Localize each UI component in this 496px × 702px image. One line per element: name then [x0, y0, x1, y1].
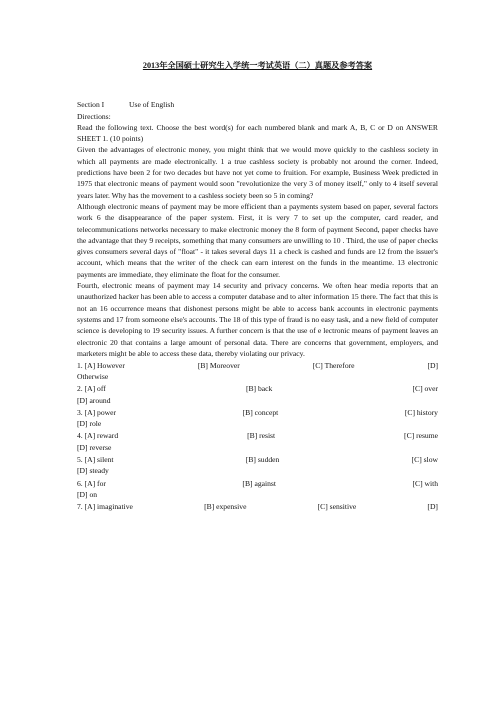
- question-3: [77, 407, 438, 430]
- option-b: [B] concept: [242, 407, 279, 417]
- option-d: [D]: [427, 502, 438, 512]
- option-a: [A] silent: [84, 455, 114, 464]
- option-a: [A] imaginative: [84, 502, 133, 512]
- question-2: [77, 383, 438, 406]
- question-number: 4.: [77, 431, 83, 441]
- option-c: [C] Therefore: [312, 360, 355, 370]
- directions-label: Directions:: [77, 111, 111, 121]
- option-b: [B] against: [242, 478, 276, 488]
- option-b: [B] sudden: [245, 455, 280, 464]
- option-a: [A] power: [84, 407, 117, 417]
- question-number: 3.: [77, 407, 83, 417]
- option-continuation: Otherwise: [77, 371, 109, 381]
- option-d: [D] steady: [77, 466, 109, 476]
- option-c: [C] resume: [404, 431, 438, 441]
- option-d: [D] reverse: [77, 442, 112, 452]
- option-d: [D] around: [77, 395, 111, 405]
- question-number: 2.: [77, 384, 83, 394]
- question-list: [77, 360, 438, 513]
- option-a: [A] However: [84, 360, 125, 370]
- option-a: [A] reward: [84, 431, 119, 441]
- question-4: [77, 430, 438, 453]
- option-d: [D] role: [77, 419, 102, 429]
- option-c: [C] over: [412, 384, 438, 394]
- question-number: 1.: [77, 360, 83, 370]
- option-d: [D]: [427, 360, 438, 370]
- option-c: [C] history: [404, 407, 438, 417]
- question-1: [77, 360, 438, 383]
- option-b: [B] back: [245, 384, 273, 394]
- option-c: [C] sensitive: [317, 502, 357, 512]
- paragraph-2: Although electronic means of payment may be more efficient than a payments system based on paper, several factors work 6 the disappearance of the paper system. First, it is very 7 to set up the computer, card reader, and telecommunications networks necessary to make electronic money the 8 form of payment Second, paper checks have the advantage that they 9 receipts, something that many consumers are unwilling to 10 . Third, the use of paper checks gives consumers several days of "float" - it takes several days 11 a check is cashed and funds are 12 from the issuer's account, which means that the writer of the check can earn interest on the funds in the meantime. 13 electronic payments are immediate, they eliminate the float for the consumer.: [77, 201, 438, 279]
- option-c: [C] with: [412, 478, 438, 488]
- option-d: [D] on: [77, 489, 98, 499]
- option-a: [A] for: [84, 478, 106, 488]
- document-title: 2013年全国硕士研究生入学统一考试英语（二）真题及参考答案: [142, 61, 373, 70]
- section-label: Section I: [77, 100, 105, 110]
- question-5: [77, 454, 438, 477]
- question-7: [77, 501, 438, 512]
- question-6: [77, 478, 438, 501]
- directions-text: Read the following text. Choose the best word(s) for each numbered blank and mark A, B, C or D on ANSWER SHEET 1. (10 points): [77, 122, 438, 144]
- option-b: [B] resist: [247, 431, 276, 441]
- question-number: 5.: [77, 455, 83, 464]
- paragraph-3: Fourth, electronic means of payment may 14 security and privacy concerns. We often hear media reports that an unauthorized hacker has been able to access a computer database and to alter information 15 there. The fact that this is not an 16 occurrence means that dishonest persons might be able to access bank accounts in electronic payments systems and 17 from someone else's accounts. The 18 of this type of fraud is no easy task, and a new field of computer science is developing to 19 security issues. A further concern is that the use of e lectronic means of payment leaves an electronic 20 that contains a large amount of personal data. There are concerns that government, employers, and marketers might be able to access these data, thereby violating our privacy.: [77, 281, 438, 358]
- section-name: Use of English: [129, 100, 175, 110]
- option-b: [B] expensive: [204, 502, 247, 512]
- section-heading: [77, 99, 438, 110]
- question-number: 6.: [77, 478, 83, 488]
- option-c: [C] slow: [411, 455, 438, 464]
- question-number: 7.: [77, 502, 83, 512]
- option-b: [B] Moreover: [197, 360, 240, 370]
- option-a: [A] off: [84, 384, 106, 394]
- paragraph-1: Given the advantages of electronic money, you might think that we would move quickly to the cashless society in which all payments are made electronically. 1 a true cashless society is probably not around the corner. Indeed, predictions have been 2 for two decades but have not yet come to fruition. For example, Business Week predicted in 1975 that electronic means of payment would soon "revolutionize the very 3 of money itself," only to 4 itself several years later. Why has the movement to a cashless society been so 5 in coming?: [77, 145, 438, 200]
